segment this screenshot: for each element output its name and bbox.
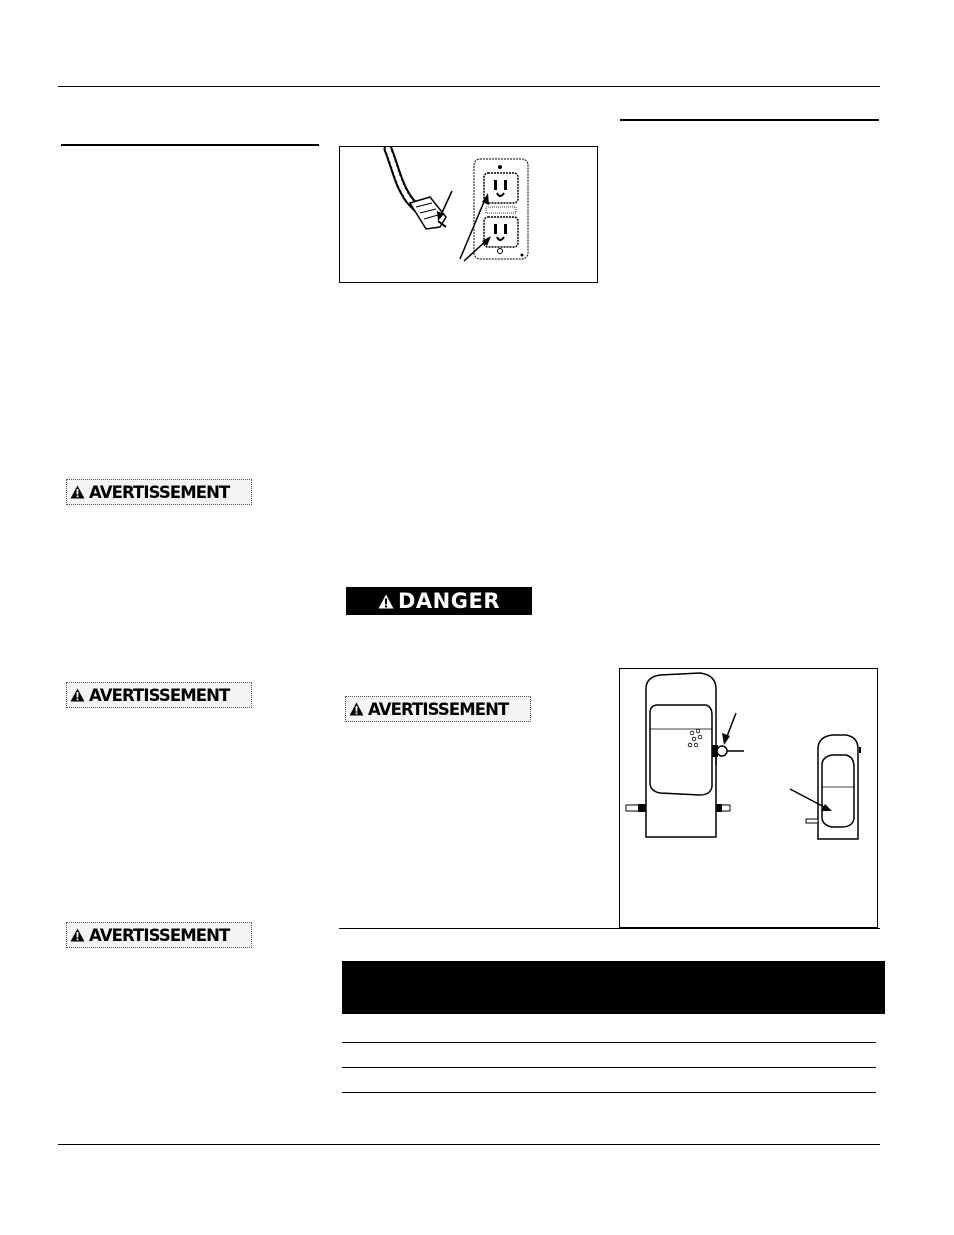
left-column-heading-rule [61,144,319,146]
right-column-heading-rule [620,119,879,121]
danger-label-text: DANGER [397,589,500,613]
warning-label-avertissement [345,696,531,722]
footer-rule [58,1144,880,1145]
table-row-rule [342,1067,876,1068]
warning-label-text: AVERTISSEMENT [89,925,230,945]
table-header-band [342,961,885,1014]
warning-label-avertissement [66,479,252,505]
warning-label-avertissement [66,682,252,708]
water-heater-illustration [620,669,877,927]
plug-outlet-figure [339,146,598,283]
header-rule [58,86,880,87]
warning-triangle-icon [70,928,85,942]
warning-label-text: AVERTISSEMENT [368,699,509,719]
water-heater-figure [619,668,878,928]
danger-label [346,587,532,615]
warning-label-text: AVERTISSEMENT [89,685,230,705]
warning-triangle-icon [70,688,85,702]
section-rule [339,928,880,929]
warning-triangle-icon [378,594,394,609]
plug-outlet-illustration [340,147,597,282]
warning-triangle-icon [349,702,364,716]
warning-label-text: AVERTISSEMENT [89,482,230,502]
warning-triangle-icon [70,485,85,499]
table-row-rule [342,1042,876,1043]
table-row-rule [342,1092,876,1093]
warning-label-avertissement [66,922,252,948]
